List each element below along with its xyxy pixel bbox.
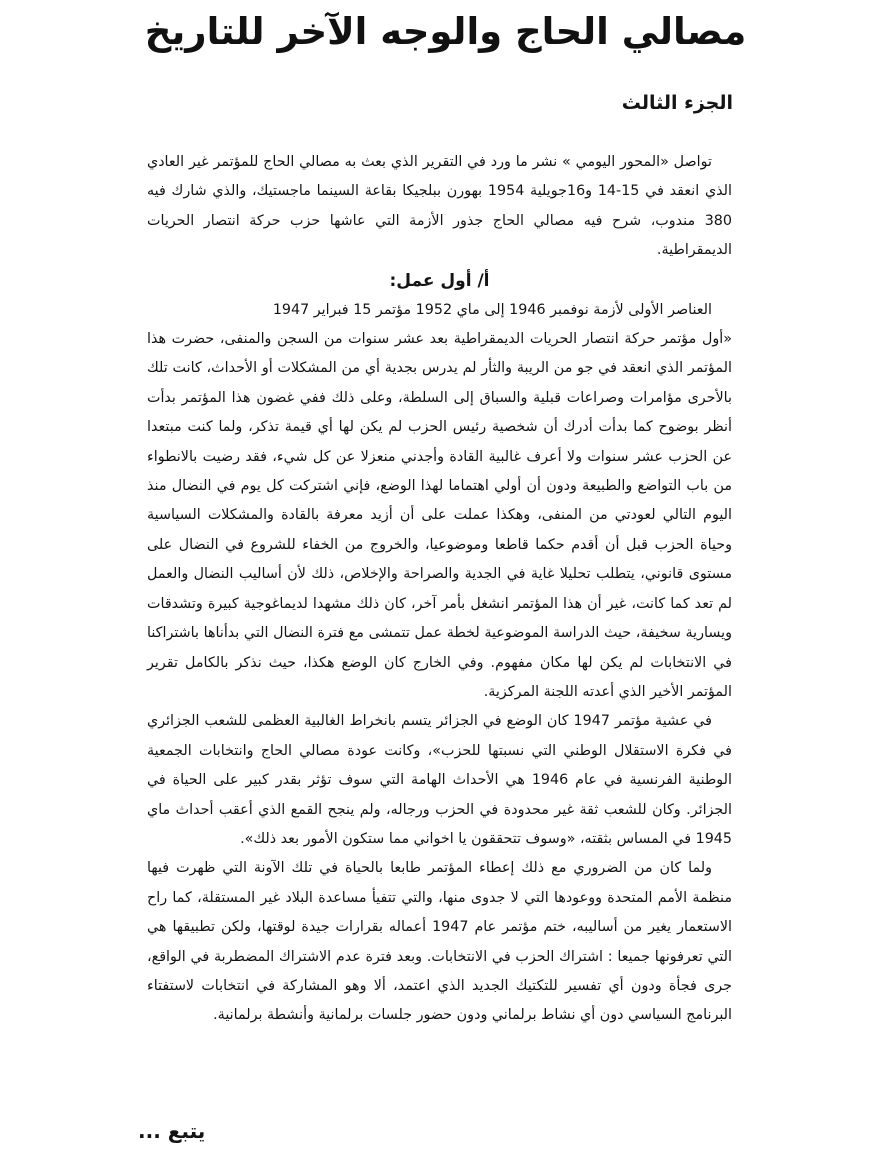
section-heading: أ/ أول عمل:: [389, 270, 490, 291]
body-paragraph: «أول مؤتمر حركة انتصار الحريات الديمقراطية بعد عشر سنوات من السجن والمنفى، حضرت هذا المؤتمر الذي انعقد في جو من الريبة والثأر لم يدرس بجدية أي من المشكلات أو الأحداث، كانت تلك بالأحرى مؤامرات وصراعات قبلية والسباق إلى السلطة، وعلى ذلك ففي غضون هذا المؤتمر بدأت أنظر بوضوح كما بدأت أدرك أن شخصية رئيس الحزب لم يكن لها أي قيمة تذكر، ولما كنت مبتعدا عن الحزب عشر سنوات ولا أعرف غالبية القادة وأجدني منعزلا عن كل شيء، فقد رضيت بالانطواء من باب التواضع والطبيعة ودون أن أولي اهتماما لهذا الوضع، فإني اشتركت كل يوم في النضال منذ اليوم التالي لعودتي من المنفى، وهكذا عملت على أن أزيد معرفة بالقادة والمشكلات السياسية وحياة الحزب قبل أن أقدم حكما قاطعا وموضوعيا، والخروج من الخفاء للشروع في النضال على مستوى قانوني، يتطلب تحليلا غاية في الجدية والصراحة والإخلاص، ذلك لأن أساليب النضال والعمل لم تعد كما كانت، غير أن هذا المؤتمر انشغل بأمر آخر، كان ذلك مشهدا لديماغوجية كبيرة وتشدقات ويسارية سخيفة، حيث الدراسة الموضوعية لخطة عمل تتمشى مع فترة النضال التي بدأناها باشتراكنا في الانتخابات لم يكن لها مكان مفهوم. وفي الخارج كان الوضع هكذا، حيث نذكر بالكامل تقرير المؤتمر الأخير الذي أعدته اللجنة المركزية.: [147, 331, 732, 700]
article-title: مصالي الحاج والوجه الآخر للتاريخ: [144, 10, 747, 53]
body-paragraph: في عشية مؤتمر 1947 كان الوضع في الجزائر يتسم بانخراط الغالبية العظمى للشعب الجزائري في فكرة الاستقلال الوطني التي نسبتها للحزب»، وكانت عودة مصالي الحاج وانتخابات الجمعية الوطنية الفرنسية في عام 1946 هي الأحداث الهامة التي سوف تؤثر بقدر كبير على الحياة في الجزائر. وكان للشعب ثقة غير محدودة في الحزب ورجاله، ولم ينجح القمع الذي أعقب أحداث ماي 1945 في المساس بثقته، «وسوف تتحققون يا اخواني مما ستكون الأمور بعد ذلك».: [147, 713, 733, 847]
to-be-continued: يتبع ...: [138, 1119, 206, 1143]
intro-paragraph: تواصل «المحور اليومي » نشر ما ورد في التقرير الذي بعث به مصالي الحاج للمؤتمر غير العادي الذي انعقد في 15-14 و16جويلية 1954 بهورن ببلجيكا بقاعة السينما ماجستيك، والذي شارك فيه 380 مندوب، شرح فيه مصالي الحاج جذور الأزمة التي عاشها حزب حركة انتصار الحريات الديمقراطية.: [147, 154, 733, 259]
article-body: [147, 148, 732, 1031]
body-paragraph: العناصر الأولى لأزمة نوفمبر 1946 إلى ماي 1952 مؤتمر 15 فبراير 1947: [272, 301, 712, 318]
part-label: الجزء الثالث: [621, 92, 733, 114]
body-paragraph: ولما كان من الضروري مع ذلك إعطاء المؤتمر طابعا بالحياة في تلك الآونة التي ظهرت فيها منظمة الأمم المتحدة ووعودها التي لا جدوى منها، والتي تتفيأ مساعدة البلاد غير المستقلة، كما راح الاستعمار يغير من أساليبه، ختم مؤتمر عام 1947 أعماله بقرارات جيدة لوقتها، ولكن تطبيقها هي التي تعرفونها جميعا : اشتراك الحزب في الانتخابات. وبعد فترة عدم الاشتراك المضطربة في الواقع، جرى فجأة ودون أي تفسير للتكتيك الجديد الذي اعتمد، ألا وهو المشاركة في انتخابات لاستفتاء البرنامج السياسي دون أي نشاط برلماني ودون حضور جلسات برلمانية وأنشطة برلمانية.: [147, 860, 732, 1024]
